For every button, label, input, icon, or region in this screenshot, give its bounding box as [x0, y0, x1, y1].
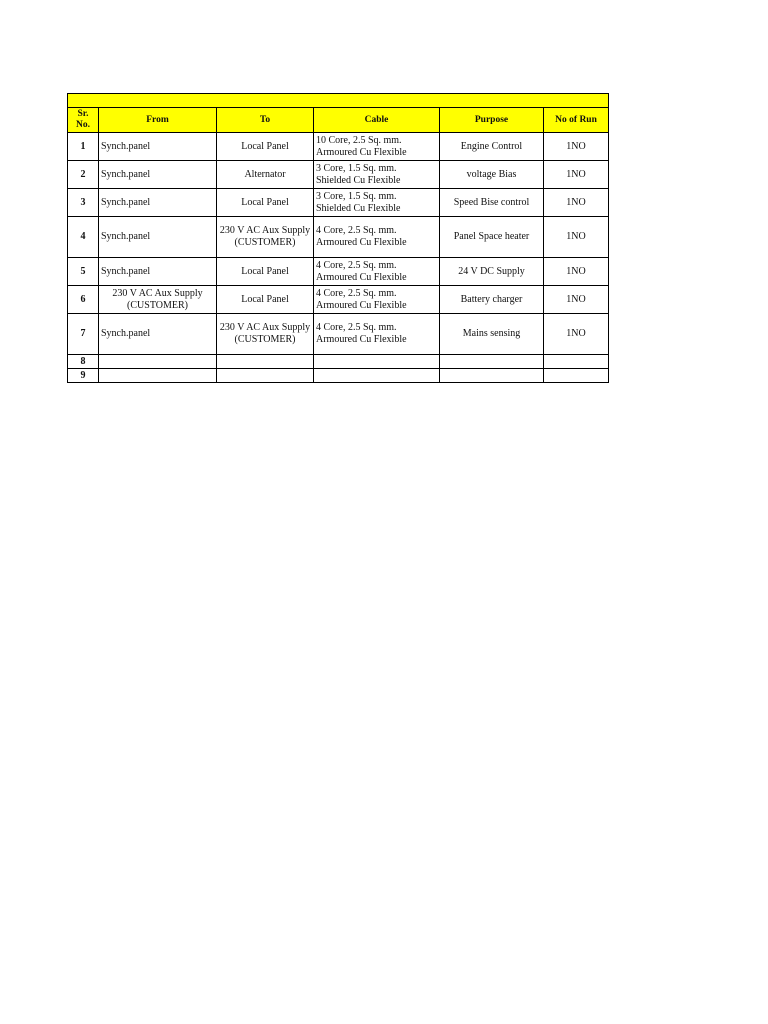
row-cable — [314, 286, 440, 314]
row-sr: 4 — [68, 217, 99, 258]
cable-spec-line: 4 Core, 2.5 Sq. mm. — [316, 225, 397, 236]
table-row — [68, 355, 609, 369]
row-cable — [314, 161, 440, 189]
row-no-of-run: 1NO — [544, 286, 609, 314]
header-to: To — [217, 108, 314, 133]
row-no-of-run: 1NO — [544, 217, 609, 258]
row-purpose: voltage Bias — [440, 161, 544, 189]
row-cable — [314, 355, 440, 369]
row-cable — [314, 369, 440, 383]
row-purpose: Engine Control — [440, 133, 544, 161]
row-purpose: Speed Bise control — [440, 189, 544, 217]
cable-schedule-sheet — [67, 93, 608, 383]
table-row — [68, 217, 609, 258]
row-to — [217, 355, 314, 369]
cable-spec-line: 4 Core, 2.5 Sq. mm. — [316, 259, 397, 271]
cable-type-line: Armoured Cu Flexible — [316, 334, 407, 345]
row-no-of-run: 1NO — [544, 258, 609, 286]
row-from: Synch.panel — [99, 217, 217, 258]
cable-spec-line: 10 Core, 2.5 Sq. mm. — [316, 134, 402, 146]
row-cable — [314, 189, 440, 217]
row-sr: 2 — [68, 161, 99, 189]
row-from: Synch.panel — [99, 258, 217, 286]
row-cable — [314, 314, 440, 355]
cable-spec-line: 3 Core, 1.5 Sq. mm. — [316, 162, 397, 174]
header-cable: Cable — [314, 108, 440, 133]
row-no-of-run — [544, 355, 609, 369]
row-no-of-run — [544, 369, 609, 383]
table-row — [68, 189, 609, 217]
row-purpose — [440, 369, 544, 383]
row-from: Synch.panel — [99, 314, 217, 355]
row-from: Synch.panel — [99, 133, 217, 161]
row-to: Alternator — [217, 161, 314, 189]
header-from: From — [99, 108, 217, 133]
row-to: 230 V AC Aux Supply (CUSTOMER) — [217, 217, 314, 258]
row-purpose: 24 V DC Supply — [440, 258, 544, 286]
row-no-of-run: 1NO — [544, 133, 609, 161]
row-from — [99, 369, 217, 383]
row-to — [217, 369, 314, 383]
row-sr: 5 — [68, 258, 99, 286]
row-purpose: Mains sensing — [440, 314, 544, 355]
row-purpose: Battery charger — [440, 286, 544, 314]
cable-spec-line: 4 Core, 2.5 Sq. mm. — [316, 322, 397, 333]
title-cell — [68, 94, 609, 108]
cable-type-line: Armoured Cu Flexible — [316, 146, 407, 158]
table-row — [68, 314, 609, 355]
row-to: Local Panel — [217, 133, 314, 161]
row-no-of-run: 1NO — [544, 161, 609, 189]
cable-type-line: Shielded Cu Flexible — [316, 174, 401, 186]
cable-spec-line: 4 Core, 2.5 Sq. mm. — [316, 287, 397, 299]
table-title-row — [68, 94, 609, 108]
row-from: 230 V AC Aux Supply (CUSTOMER) — [99, 286, 217, 314]
table-row — [68, 369, 609, 383]
row-purpose: Panel Space heater — [440, 217, 544, 258]
header-sr-no: Sr. No. — [68, 108, 99, 133]
row-no-of-run: 1NO — [544, 314, 609, 355]
row-from: Synch.panel — [99, 189, 217, 217]
table-header-row — [68, 108, 609, 133]
header-purpose: Purpose — [440, 108, 544, 133]
row-to: 230 V AC Aux Supply (CUSTOMER) — [217, 314, 314, 355]
row-to: Local Panel — [217, 286, 314, 314]
row-purpose — [440, 355, 544, 369]
table-row — [68, 133, 609, 161]
cable-type-line: Armoured Cu Flexible — [316, 237, 407, 248]
header-no-of-run: No of Run — [544, 108, 609, 133]
cable-spec-line: 3 Core, 1.5 Sq. mm. — [316, 190, 397, 202]
cable-type-line: Armoured Cu Flexible — [316, 299, 407, 311]
row-sr: 1 — [68, 133, 99, 161]
cable-type-line: Shielded Cu Flexible — [316, 202, 401, 214]
row-sr: 3 — [68, 189, 99, 217]
table-row — [68, 161, 609, 189]
row-cable — [314, 217, 440, 258]
row-cable — [314, 133, 440, 161]
row-sr: 6 — [68, 286, 99, 314]
cable-type-line: Armoured Cu Flexible — [316, 271, 407, 283]
row-from — [99, 355, 217, 369]
table-row — [68, 286, 609, 314]
row-to: Local Panel — [217, 189, 314, 217]
table-row — [68, 258, 609, 286]
row-no-of-run: 1NO — [544, 189, 609, 217]
row-sr: 8 — [68, 355, 99, 369]
row-from: Synch.panel — [99, 161, 217, 189]
row-sr: 9 — [68, 369, 99, 383]
row-sr: 7 — [68, 314, 99, 355]
row-cable — [314, 258, 440, 286]
row-to: Local Panel — [217, 258, 314, 286]
cable-schedule-table — [67, 93, 609, 383]
